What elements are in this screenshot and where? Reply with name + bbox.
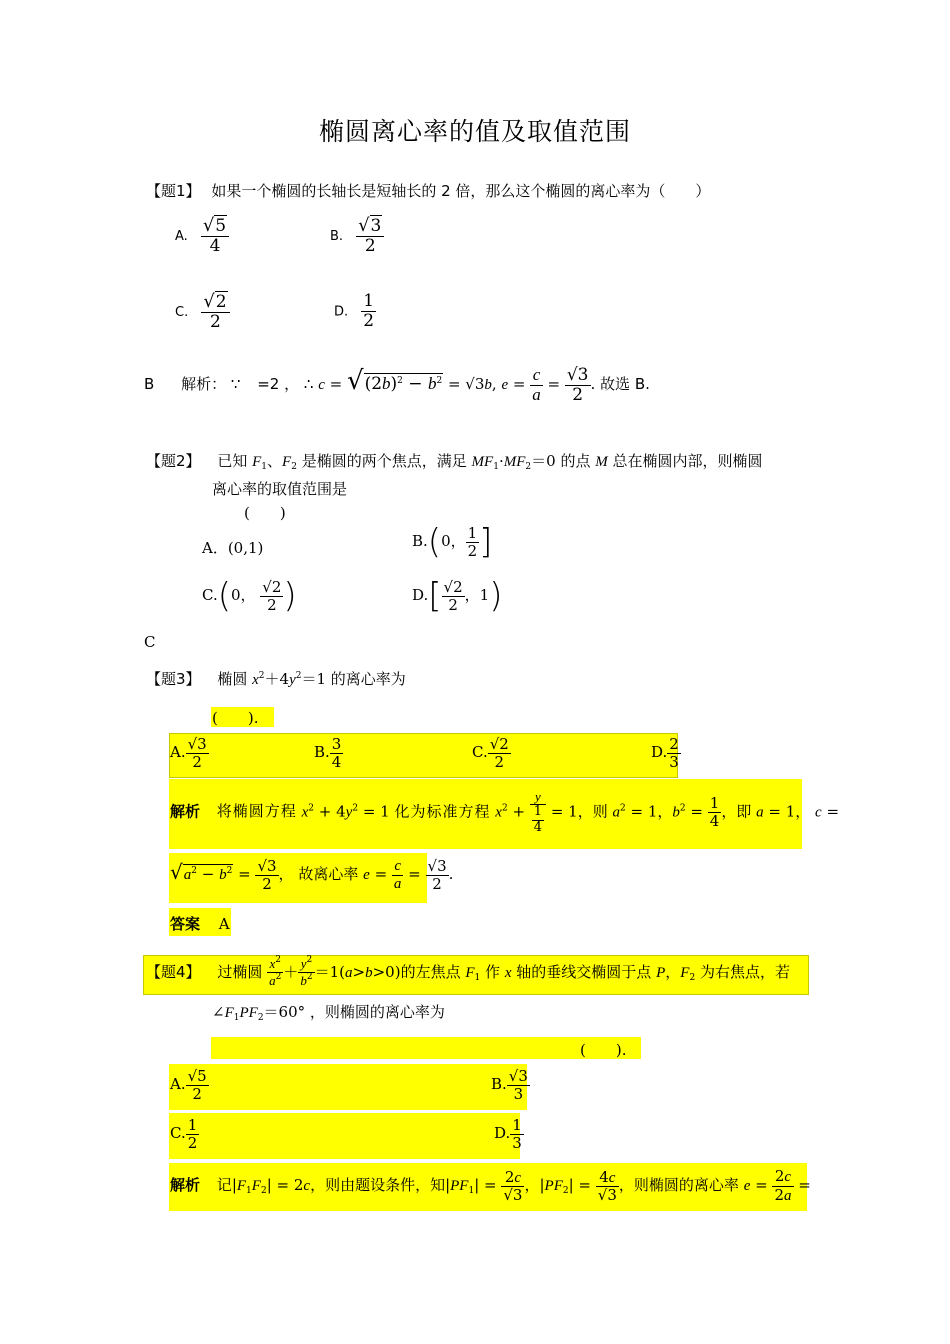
q1-b-den: 2 bbox=[364, 235, 376, 256]
q4-option-d-label: D. bbox=[494, 1124, 511, 1142]
q4-analysis-label: 解析 bbox=[170, 1176, 201, 1194]
q1-c-num: 2 bbox=[215, 292, 227, 312]
q4-stem-d: 轴的垂线交椭圆于点 bbox=[516, 962, 652, 981]
q2-option-d-label: D. bbox=[412, 586, 429, 604]
q2-paren: ( ) bbox=[244, 504, 286, 522]
q1-option-a bbox=[175, 216, 229, 255]
q1-option-a-label: A. bbox=[175, 229, 188, 245]
q3-option-d: D. $\frac{2}{3}$ bbox=[651, 735, 679, 771]
q4-stem-a: 过椭圆 bbox=[217, 962, 263, 981]
q1-option-d-value bbox=[361, 292, 376, 330]
q1-option-c bbox=[175, 292, 230, 331]
q4-option-a-label: A. bbox=[170, 1075, 186, 1093]
q4-paren: ( ). bbox=[580, 1041, 627, 1059]
q4-stem-e: 为右焦点，若 bbox=[699, 962, 790, 981]
q4-stem-line2: ，则椭圆的离心率为 bbox=[309, 1003, 445, 1021]
q4-paren-highlight bbox=[211, 1037, 641, 1059]
q1-line bbox=[146, 180, 710, 201]
q1-ratio: =2 ， bbox=[257, 375, 300, 394]
q3-analysis-line2: $√a^2 - b^2$ = $\frac{√3}{2}$ ， 故离心率 e = $\frac{c}{a}$ = $\frac{√3}{2}$ . bbox=[170, 857, 454, 893]
q1-a-den: 4 bbox=[209, 235, 221, 256]
q2-option-b-label: B. bbox=[412, 532, 428, 550]
q1-analysis: B 解析： ∵ =2 ， ∴ $c = √(2b)^2 - b^2 = √3b$, e = $\frac{c}{a}$ = $\frac{√3}{2}$ . 故选 B. bbox=[144, 365, 650, 405]
q2-option-b: B.(0， $\frac{1}{2}$ ] bbox=[412, 522, 493, 562]
q3-option-c: C. $\frac{√2}{2}$ bbox=[472, 735, 509, 771]
q2-stem-a: 已知 bbox=[217, 452, 248, 470]
q3-answer-line bbox=[170, 913, 230, 934]
q1-answer: B bbox=[144, 375, 155, 394]
q4-line1: 【题4】 过椭圆 $\frac{x^2}{a^2}$ ＋ $\frac{y^2}{b^2}$ ＝1(a>b>0)的左焦点 $F_1$ 作 x 轴的垂线交椭圆于点 P，$F_2$ 为右焦点，若 bbox=[146, 955, 790, 989]
q2-answer: C bbox=[144, 633, 156, 651]
q4-analysis-b: ，则由题设条件，知 bbox=[310, 1176, 446, 1194]
q1-option-d-label: D. bbox=[334, 304, 349, 320]
q3-option-a-label: A. bbox=[170, 743, 186, 761]
q2-line2: 离心率的取值范围是 bbox=[212, 480, 348, 498]
q4-stem-b: 的左焦点 bbox=[400, 962, 461, 981]
q1-analysis-label: 解析： bbox=[181, 375, 227, 394]
q2-tag: 【题2】 bbox=[146, 452, 201, 470]
q1-root: $√(2b)^2 - b^2$ bbox=[346, 366, 443, 397]
q1-option-c-label: C. bbox=[175, 305, 189, 321]
q3-analysis-a: 将椭圆方程 bbox=[216, 802, 297, 821]
q1-stem: 如果一个椭圆的长轴长是短轴长的 2 倍，那么这个椭圆的离心率为（ ） bbox=[211, 182, 711, 200]
q2-option-c-label: C. bbox=[202, 586, 218, 604]
q3-analysis-c: ，则 bbox=[577, 802, 608, 821]
q2-stem-b: 是椭圆的两个焦点，满足 bbox=[301, 452, 467, 470]
q3-options-highlight bbox=[169, 733, 678, 778]
q2-line1: 【题2】 已知 $F_1$、$F_2$ 是椭圆的两个焦点，满足 $MF_1\cdot MF_2=0$ 的点 M 总在椭圆内部，则椭圆 bbox=[146, 452, 763, 472]
q1-because-symbol: ∵ bbox=[230, 375, 241, 394]
q1-tag: 【题1】 bbox=[146, 182, 201, 200]
q3-option-d-label: D. bbox=[651, 743, 668, 761]
q4-option-a: A. $\frac{√5}{2}$ bbox=[170, 1067, 207, 1103]
q3-paren: ( ). bbox=[212, 709, 259, 727]
q3-analysis-label: 解析 bbox=[170, 802, 201, 821]
q4-option-c: C. $\frac{1}{2}$ bbox=[170, 1116, 198, 1152]
q2-stem-c: 的点 bbox=[560, 452, 591, 470]
q1-therefore-symbol: ∴ bbox=[303, 375, 314, 394]
q4-tag: 【题4】 bbox=[146, 962, 201, 981]
q1-option-a-value: $\frac{√5}{4}$ bbox=[201, 216, 229, 255]
q1-c-den: 2 bbox=[210, 311, 221, 332]
q2-option-a: A．(0,1) bbox=[202, 539, 264, 557]
q3-analysis-line1: 解析 将椭圆方程 $x^2 + 4y^2 = 1$ 化为标准方程 $x^2$ + $\frac{y}{\frac{1}{4}}$ = 1，则 $a^2 = 1$，$b^2$ = $\frac{1}{4}$ ，即 a = 1， c = bbox=[170, 789, 840, 835]
q3-option-b-label: B. bbox=[314, 743, 330, 761]
q1-b-num: 3 bbox=[370, 216, 382, 236]
q4-option-b-label: B. bbox=[491, 1075, 507, 1093]
q4-stem-c: 作 bbox=[485, 962, 501, 981]
q3-option-a: A. $\frac{√3}{2}$ bbox=[170, 735, 207, 771]
q4-analysis-a: 记 bbox=[216, 1176, 232, 1194]
q3-analysis-b: 化为标准方程 bbox=[394, 802, 491, 821]
q1-option-d bbox=[334, 292, 376, 330]
q3-answer: A bbox=[218, 915, 230, 933]
q3-stem-a: 椭圆 bbox=[217, 670, 248, 688]
q4-line2: $\angle F_1PF_2=60^\circ$ ，则椭圆的离心率为 bbox=[212, 1003, 445, 1023]
q4-analysis-line: 解析 记$|F_1F_2| = 2c$，则由题设条件，知$|PF_1|$ = $\frac{2c}{√3}$ ，$|PF_2|$ = $\frac{4c}{√3}$ ，则椭圆的离心率 e = $\frac{2c}{2a}$ = bbox=[170, 1167, 811, 1204]
q1-a-num: 5 bbox=[215, 216, 227, 236]
q1-option-b bbox=[330, 216, 384, 255]
q3-option-b: B. $\frac{3}{4}$ bbox=[314, 735, 342, 771]
q3-analysis-e: 故离心率 bbox=[298, 865, 359, 883]
q3-analysis-d: ，即 bbox=[721, 802, 752, 821]
q3-line: 【题3】 椭圆 $x^2+4y^2=1$ 的离心率为 bbox=[146, 670, 406, 688]
q1-d-den: 2 bbox=[363, 310, 375, 331]
q1-option-b-value: $\frac{√3}{2}$ bbox=[356, 216, 384, 255]
q1-option-b-label: B. bbox=[330, 229, 344, 245]
q4-option-d: D. $\frac{1}{3}$ bbox=[494, 1116, 522, 1152]
page-title: 椭圆离心率的值及取值范围 bbox=[318, 117, 631, 146]
q4-option-row2-highlight bbox=[169, 1113, 520, 1159]
q2-stem-d: 总在椭圆内部，则椭圆 bbox=[612, 452, 763, 470]
q2-option-c: C.(0， $\frac{√2}{2}$ ) bbox=[202, 576, 297, 616]
q1-conclusion: 故选 B. bbox=[600, 375, 650, 394]
q4-analysis-c: ，则椭圆的离心率 bbox=[618, 1176, 739, 1194]
q4-option-row1-highlight bbox=[169, 1064, 527, 1110]
q4-option-c-label: C. bbox=[170, 1124, 186, 1142]
q3-tag: 【题3】 bbox=[146, 670, 201, 688]
q3-answer-label: 答案 bbox=[170, 915, 201, 933]
q3-option-c-label: C. bbox=[472, 743, 488, 761]
q4-option-b: B. $\frac{√3}{3}$ bbox=[491, 1067, 528, 1103]
q2-option-d: D.[ $\frac{√2}{2}$ ，1) bbox=[412, 576, 503, 616]
q1-d-num: 1 bbox=[363, 291, 375, 311]
q1-option-c-value: $\frac{√2}{2}$ bbox=[201, 292, 229, 331]
q3-stem-b: 的离心率为 bbox=[330, 670, 406, 688]
